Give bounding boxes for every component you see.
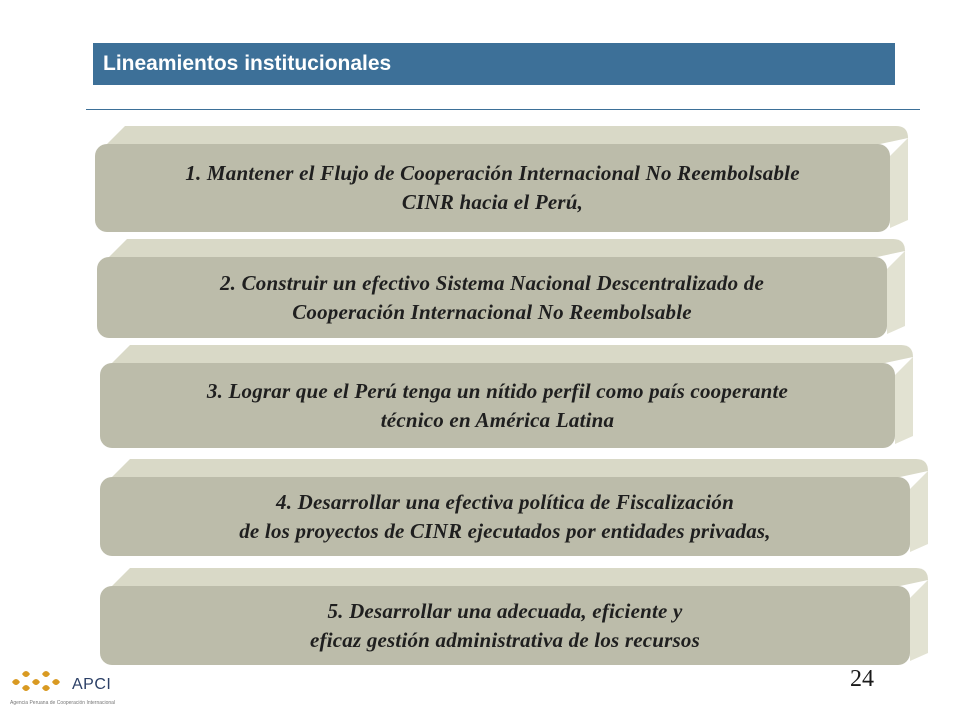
box-side-face <box>910 471 928 552</box>
page-number: 24 <box>850 666 874 692</box>
box-side-face <box>895 357 913 444</box>
guideline-line1: 2. Construir un efectivo Sistema Nacional Descentralizado de <box>219 270 764 295</box>
box-side-face <box>890 138 908 228</box>
box-top-face <box>112 345 913 363</box>
guideline-line1: 4. Desarrollar una efectiva política de Fiscalización <box>276 489 734 514</box>
guideline-box <box>97 239 905 338</box>
apci-logo <box>10 668 140 712</box>
guideline-box <box>100 345 913 448</box>
guideline-line2: técnico en América Latina <box>380 407 615 432</box>
box-top-face <box>112 568 928 586</box>
guideline-line1: 3. Lograr que el Perú tenga un nítido perfil como país cooperante <box>206 378 789 403</box>
guideline-line2: CINR hacia el Perú, <box>401 190 584 214</box>
box-top-face <box>107 126 908 144</box>
guideline-line2: Cooperación Internacional No Reembolsable <box>292 299 692 324</box>
guideline-line2: eficaz gestión administrativa de los recursos <box>310 627 700 652</box>
guideline-box <box>100 459 928 556</box>
box-side-face <box>910 580 928 661</box>
guideline-line1: 1. Mantener el Flujo de Cooperación Internacional No Reembolsable <box>185 161 800 185</box>
guideline-text <box>100 477 910 556</box>
box-side-face <box>887 251 905 334</box>
slide-title: Lineamientos institucionales <box>93 43 895 85</box>
apci-logo-icon <box>10 668 70 696</box>
guideline-box <box>95 126 908 232</box>
logo-subtitle: Agencia Peruana de Cooperación Internacional <box>10 700 116 706</box>
guideline-text <box>97 257 887 338</box>
box-top-face <box>112 459 928 477</box>
box-top-face <box>109 239 905 257</box>
guideline-text <box>100 586 910 665</box>
guideline-line1: 5. Desarrollar una adecuada, eficiente y <box>327 598 683 623</box>
guideline-text <box>95 144 890 232</box>
guideline-box <box>100 568 928 665</box>
logo-name: APCI <box>72 676 112 693</box>
title-divider <box>86 109 920 110</box>
guideline-text <box>100 363 895 448</box>
guideline-line2: de los proyectos de CINR ejecutados por entidades privadas, <box>239 518 771 543</box>
